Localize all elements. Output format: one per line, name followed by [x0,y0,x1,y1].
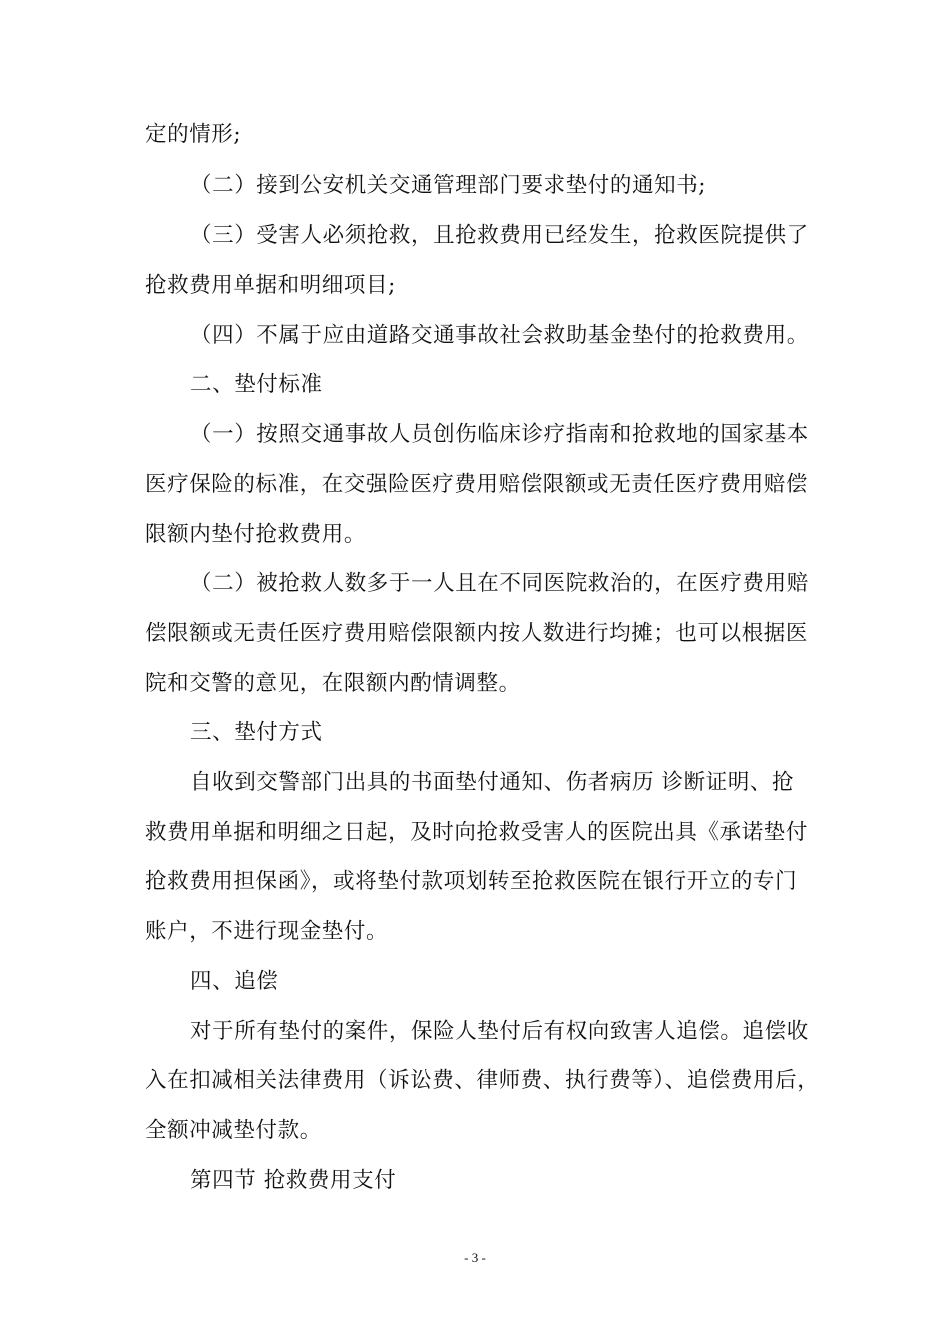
section-heading: 三、垫付方式 [190,720,323,745]
text-line: 抢救费用担保函》，或将垫付款项划转至抢救医院在银行开立的专门 [145,869,798,894]
text-line: 入在扣减相关法律费用（诉讼费、律师费、执行费等）、追偿费用后， [145,1068,820,1093]
text-line: 定的情形; [145,122,242,147]
text-line: 偿限额或无责任医疗费用赔偿限额内按人数进行均摊；也可以根据医 [145,621,809,646]
section-heading: 二、垫付标准 [190,372,323,397]
section-heading: 四、追偿 [190,969,279,994]
text-line: （二）被抢救人数多于一人且在不同医院救治的，在医疗费用赔 [190,571,809,596]
text-line: （四）不属于应由道路交通事故社会救助基金垫付的抢救费用。 [190,323,809,348]
text-line: （三）受害人必须抢救，且抢救费用已经发生，抢救医院提供了 [190,223,809,248]
text-line: 医疗保险的标准，在交强险医疗费用赔偿限额或无责任医疗费用赔偿 [145,472,809,497]
page-number: - 3 - [464,1250,486,1265]
text-line: 救费用单据和明细之日起，及时向抢救受害人的医院出具《承诺垫付 [145,820,809,845]
text-line: 全额冲减垫付款。 [145,1118,322,1143]
text-line: 限额内垫付抢救费用。 [145,522,367,547]
text-line: 对于所有垫付的案件，保险人垫付后有权向致害人追偿。追偿收 [190,1019,809,1044]
text-line: 账户，不进行现金垫付。 [145,919,389,944]
text-line: 自收到交警部门出具的书面垫付通知、伤者病历 诊断证明、抢 [190,770,795,795]
text-line: （一）按照交通事故人员创伤临床诊疗指南和抢救地的国家基本 [190,422,809,447]
section-heading: 第四节 抢救费用支付 [190,1168,397,1193]
text-line: （二）接到公安机关交通管理部门要求垫付的通知书; [190,173,707,198]
text-line: 院和交警的意见，在限额内酌情调整。 [145,671,521,696]
text-line: 抢救费用单据和明细项目; [145,273,396,298]
